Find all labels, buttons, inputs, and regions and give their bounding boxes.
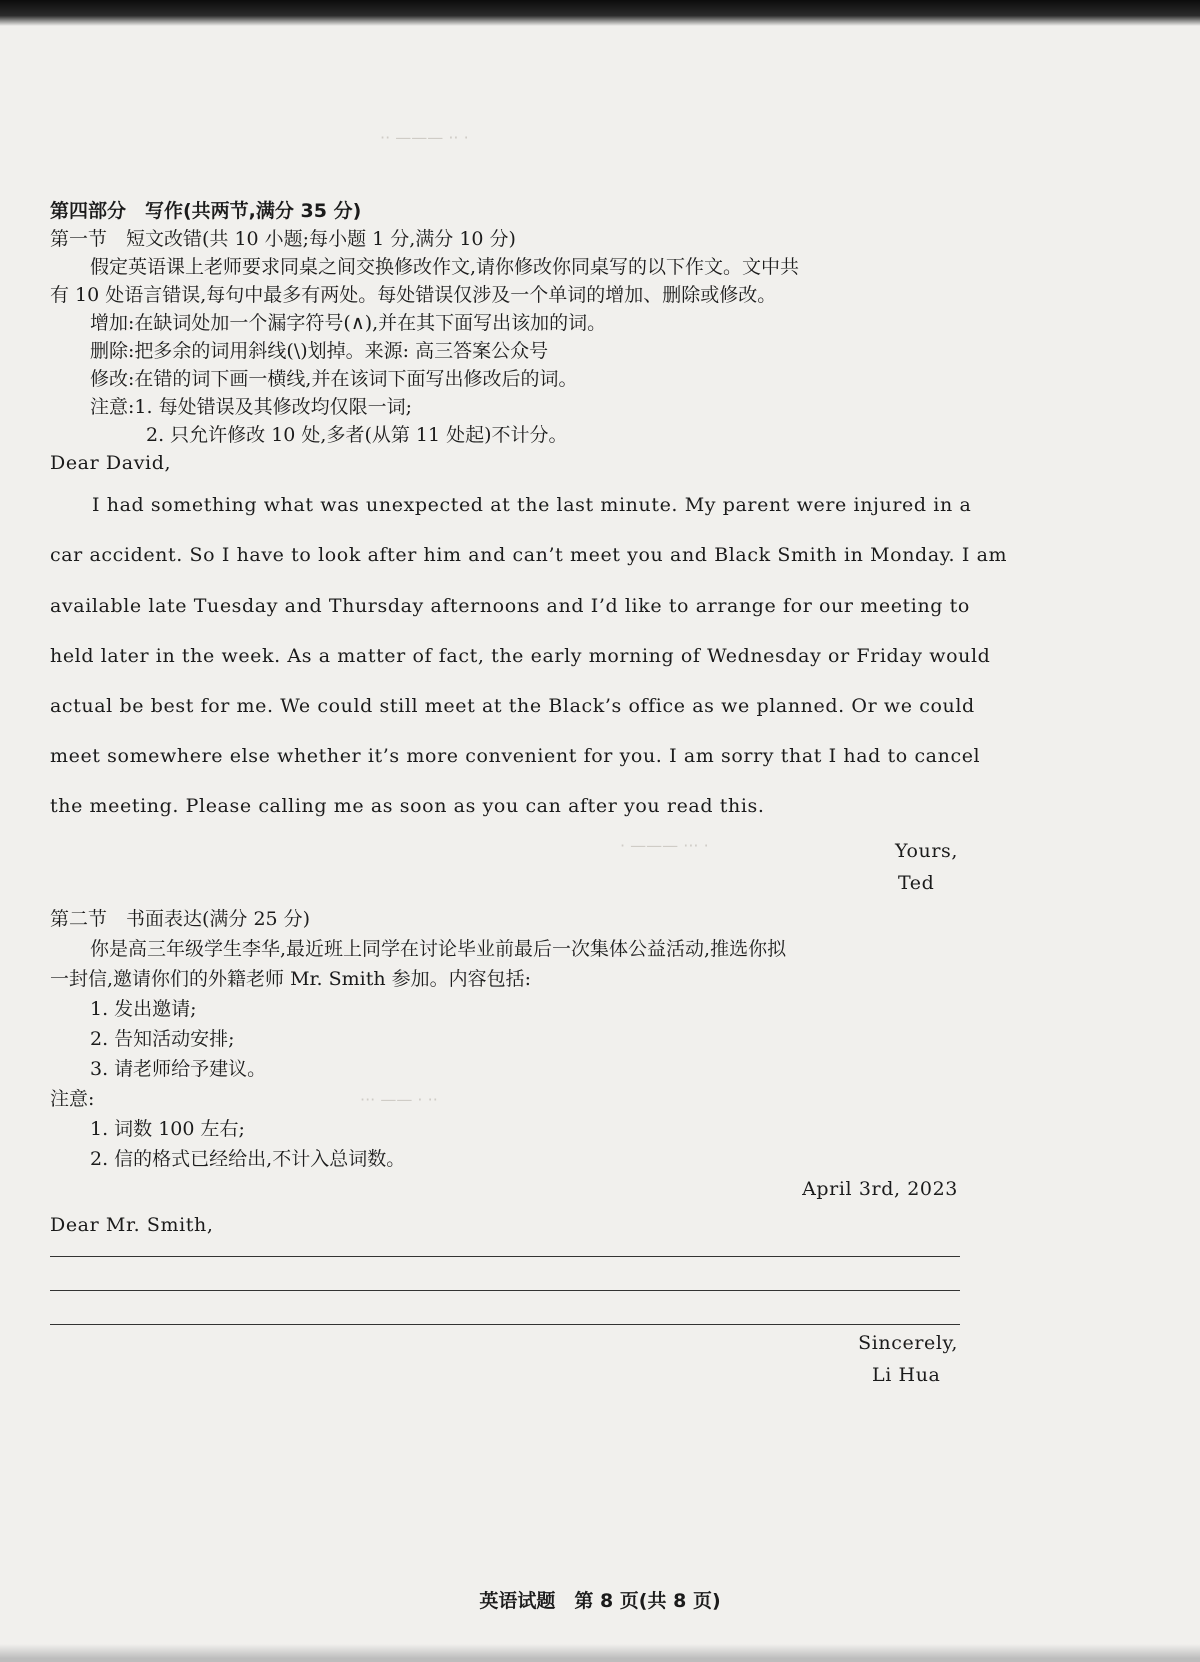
passage-line: available late Tuesday and Thursday afternoons and I’d like to arrange for our meeting to	[50, 595, 970, 617]
note-1: 注意:1. 每处错误及其修改均仅限一词;	[90, 396, 412, 418]
content-item: 2. 告知活动安排;	[90, 1028, 235, 1050]
section2-intro-line2: 一封信,邀请你们的外籍老师 Mr. Smith 参加。内容包括:	[50, 968, 532, 990]
section1-intro-line2: 有 10 处语言错误,每句中最多有两处。每处错误仅涉及一个单词的增加、删除或修改。	[50, 284, 777, 306]
passage-line: I had something what was unexpected at the last minute. My parent were injured in a	[92, 494, 972, 516]
passage-line: meet somewhere else whether it’s more convenient for you. I am sorry that I had to cancel	[50, 745, 981, 767]
rule-delete: 删除:把多余的词用斜线(\)划掉。来源: 高三答案公众号	[90, 340, 549, 362]
content-item: 3. 请老师给予建议。	[90, 1058, 267, 1080]
bleed-through-mark: · ——— ··· ·	[620, 836, 709, 855]
passage-line: car accident. So I have to look after him and can’t meet you and Black Smith in Monday. I am	[50, 544, 1008, 566]
writing-line	[50, 1256, 960, 1257]
letter-date: April 3rd, 2023	[802, 1178, 958, 1200]
letter-closing: Yours,	[894, 840, 958, 862]
rule-add: 增加:在缺词处加一个漏字符号(∧),并在其下面写出该加的词。	[90, 312, 607, 334]
requirement-note: 1. 词数 100 左右;	[90, 1118, 245, 1140]
section1-heading: 第一节 短文改错(共 10 小题;每小题 1 分,满分 10 分)	[50, 228, 516, 250]
scan-edge-top	[0, 0, 1200, 26]
letter-closing: Sincerely,	[858, 1332, 958, 1354]
note-label: 注意:	[50, 1088, 95, 1110]
bleed-through-mark: ··· —— · ··	[360, 1090, 438, 1109]
passage-line: the meeting. Please calling me as soon as you can after you read this.	[50, 795, 765, 817]
letter-signature: Ted	[898, 872, 935, 894]
writing-line	[50, 1324, 960, 1325]
writing-line	[50, 1290, 960, 1291]
letter-salutation: Dear David,	[50, 452, 172, 474]
section1-intro-line1: 假定英语课上老师要求同桌之间交换修改作文,请你修改你同桌写的以下作文。文中共	[90, 256, 800, 278]
part-title: 第四部分 写作(共两节,满分 35 分)	[50, 200, 362, 222]
section2-intro-line1: 你是高三年级学生李华,最近班上同学在讨论毕业前最后一次集体公益活动,推选你拟	[90, 938, 787, 960]
passage-line: actual be best for me. We could still meet at the Black’s office as we planned. Or we could	[50, 695, 975, 717]
note-2: 2. 只允许修改 10 处,多者(从第 11 处起)不计分。	[146, 424, 568, 446]
rule-modify: 修改:在错的词下画一横线,并在该词下面写出修改后的词。	[90, 368, 578, 390]
letter-salutation: Dear Mr. Smith,	[50, 1214, 214, 1236]
requirement-note: 2. 信的格式已经给出,不计入总词数。	[90, 1148, 406, 1170]
passage-line: held later in the week. As a matter of fact, the early morning of Wednesday or Friday would	[50, 645, 991, 667]
letter-signature: Li Hua	[872, 1364, 941, 1386]
content-item: 1. 发出邀请;	[90, 998, 197, 1020]
scan-edge-bottom	[0, 1644, 1200, 1662]
bleed-through-mark: ·· ——— ·· ·	[380, 128, 469, 147]
section2-heading: 第二节 书面表达(满分 25 分)	[50, 908, 311, 930]
page-footer: 英语试题 第 8 页(共 8 页)	[479, 1590, 721, 1612]
